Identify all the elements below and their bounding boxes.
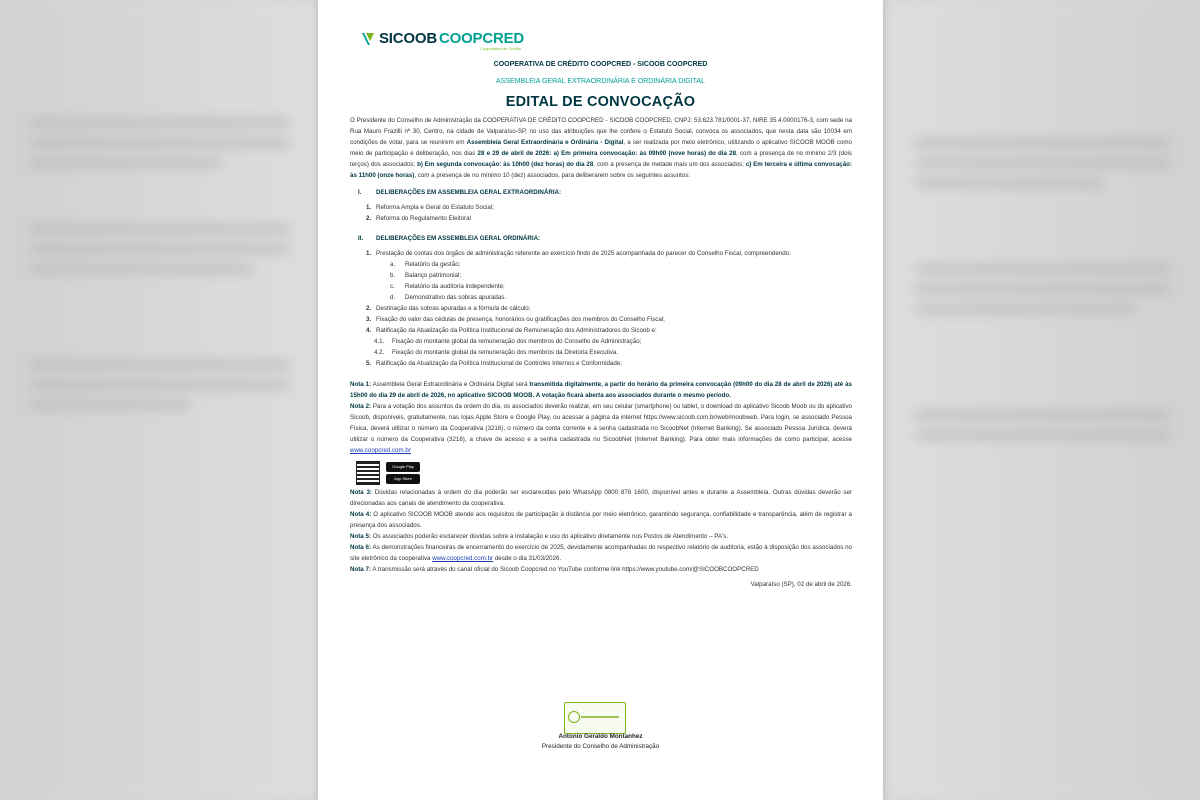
- assembly-type: ASSEMBLEIA GERAL EXTRAORDINÁRIA E ORDINÁRIA DIGITAL: [496, 78, 705, 85]
- section-heading-extraordinary: I. DELIBERAÇÕES EM ASSEMBLEIA GERAL EXTRAORDINÁRIA:: [358, 189, 562, 196]
- list-item: 4. Ratificação da Atualização da Política Institucional de Remuneração dos Administradores do Sicoob e:: [366, 327, 657, 334]
- place-date: Valparaíso (SP), 02 de abril de 2026.: [750, 581, 852, 588]
- sicoob-mark-icon: [362, 32, 376, 46]
- cooperative-name: COOPERATIVA DE CRÉDITO COOPCRED - SICOOB COOPCRED: [493, 61, 708, 68]
- note-4: Nota 4: O aplicativo SICOOB MOOB atende aos requisitos de participação à distância por meio eletrônico, garantindo segurança, confiabilidade e transparência, além de registrar a presença dos associados.: [350, 511, 852, 529]
- app-store-badge[interactable]: App Store: [386, 474, 420, 484]
- signer-name: Antonio Geraldo Montanhez: [558, 733, 643, 740]
- decimal-list-item: 4.2. Fixação do montante global da remuneração dos membros da Diretoria Executiva.: [374, 349, 618, 356]
- list-item: 3. Fixação do valor das cédulas de presença, honorários ou gratificações dos membros do Conselho Fiscal;: [366, 316, 665, 323]
- sub-list-item: a. Relatório da gestão;: [390, 261, 461, 268]
- sub-list-item: b. Balanço patrimonial;: [390, 272, 462, 279]
- app-download-block: [356, 461, 852, 485]
- coopcred-link[interactable]: www.coopcred.com.br: [350, 447, 411, 454]
- list-item: 2. Reforma do Regulamento Eleitoral: [366, 215, 471, 222]
- coopcred-link[interactable]: www.coopcred.com.br: [432, 555, 494, 562]
- intro-paragraph: O Presidente do Conselho de Administração da COOPERATIVA DE CRÉDITO COOPCRED - SICOOB COOPCRED, CNPJ: 53.623.781/0001-37, NIRE 35.4.0000176-3, com sede na Rua Mauro Frazilli nº 30, Centro, na cidade de Valparaíso-SP, no uso das atribuições que lhe confere o Estatuto Social, convoca os associados, que nesta data são 10034 em condições de votar, para se reunirem em Assembleia Geral Extraordinária e Ordinária - Digital, a ser realizada por meio eletrônico, utilizando o aplicativo SICOOB MOOB como meio de participação e deliberação, nos dias 28 e 29 de abril de 2026: a) Em primeira convocação: às 09h00 (nove horas) do dia 28, com a presença de no mínimo 2/3 (dois terços) dos associados; b) Em segunda convocação: às 10h00 (dez horas) do dia 28, com a presença de metade mais um dos associados; c) Em terceira e última convocação: às 11h00 (onze horas), com a presença de no mínimo 10 (dez) associados, para deliberarem sobre os seguintes assuntos:: [350, 117, 853, 179]
- logo-secondary: COOPCRED: [438, 30, 525, 47]
- sub-list-item: c. Relatório da auditoria independente;: [390, 283, 505, 290]
- list-item: 1. Prestação de contas dos órgãos de administração referente ao exercício findo de 2025 acompanhada do parecer do Conselho Fiscal, compreendendo:: [366, 250, 791, 257]
- qr-code-icon: [356, 461, 380, 485]
- signature-seal-icon: [568, 711, 580, 723]
- sub-list-item: d. Demonstrativo das sobras apuradas.: [390, 294, 507, 301]
- sicoob-logo: [362, 30, 525, 51]
- logo-primary: SICOOB: [379, 30, 437, 47]
- note-3: Nota 3: Dúvidas relacionadas à ordem do dia poderão ser esclarecidas pelo WhatsApp 0800 878 1600, disponível antes e durante a Assembleia. Outras dúvidas deverão ser direcionadas aos canais de atendimento da cooperativa.: [350, 489, 852, 507]
- google-play-badge[interactable]: Google Play: [386, 462, 420, 472]
- digital-signature-stamp: [564, 702, 626, 734]
- blurred-background-right: [885, 0, 1200, 800]
- logo-subtitle: Cooperativa de Crédito: [480, 46, 522, 51]
- blurred-background-left: [0, 0, 320, 800]
- page-title: EDITAL DE CONVOCAÇÃO: [505, 94, 696, 110]
- note-1: Nota 1: Assembleia Geral Extraordinária e Ordinária Digital será transmitida digitalmente, a partir do horário da primeira convocação (09h00 do dia 28 de abril de 2026) até às 15h00 do dia 29 de abril de 2026, no aplicativo SICOOB MOOB. A votação ficará aberta aos associados durante o mesmo período.: [350, 381, 852, 399]
- note-2: Nota 2: Para a votação dos assuntos da ordem do dia, os associados deverão realizar, em seu celular (smartphone) ou tablet, o download do aplicativo Sicoob Moob ou do aplicativo Sicoob, disponíveis, gratuitamente, nas lojas Apple Store e Google Play, ou acessar a página da internet https://www.sicoob.com.br/web/moobweb. Para login, se associado Pessoa Física, deverá utilizar o número da Cooperativa (3216), o número da conta corrente e a senha cadastrada no SicoobNet (Internet Banking). Se associado Pessoa Jurídica, deverá utilizar o número da Cooperativa (3216), a chave de acesso e a senha cadastrada no SicoobNet (Internet Banking). Para obter mais informações de como participar, acesse www.coopcred.com.br: [350, 403, 852, 454]
- list-item: 5. Ratificação da Atualização da Política Institucional de Controles Internos e Conformidade;: [366, 360, 622, 367]
- note-6: Nota 6: As demonstrações financeiras de encerramento do exercício de 2025, devidamente acompanhadas do respectivo relatório de auditoria, estão à disposição dos associados no site eletrônico da cooperativa www.coopcred.com.br desde o dia 31/03/2026.: [350, 544, 852, 562]
- note-5: Nota 5: Os associados poderão esclarecer dúvidas sobre a instalação e uso do aplicativo diretamente nos Postos de Atendimento – PA's.: [350, 533, 729, 540]
- document-page: [318, 0, 883, 800]
- signer-role: Presidente do Conselho de Administração: [541, 743, 660, 750]
- section-heading-ordinary: II. DELIBERAÇÕES EM ASSEMBLEIA GERAL ORDINÁRIA:: [358, 235, 541, 242]
- list-item: 1. Reforma Ampla e Geral do Estatuto Social;: [366, 204, 494, 211]
- document-body: [350, 115, 852, 590]
- note-7: Nota 7: A transmissão será através do canal oficial do Sicoob Coopcred no YouTube conforme link https://www.youtube.com/@SICOOBCOOPCRED: [350, 566, 759, 573]
- decimal-list-item: 4.1. Fixação do montante global da remuneração dos membros do Conselho de Administração;: [374, 338, 642, 345]
- list-item: 2. Destinação das sobras apuradas e a fórmula de cálculo;: [366, 305, 531, 312]
